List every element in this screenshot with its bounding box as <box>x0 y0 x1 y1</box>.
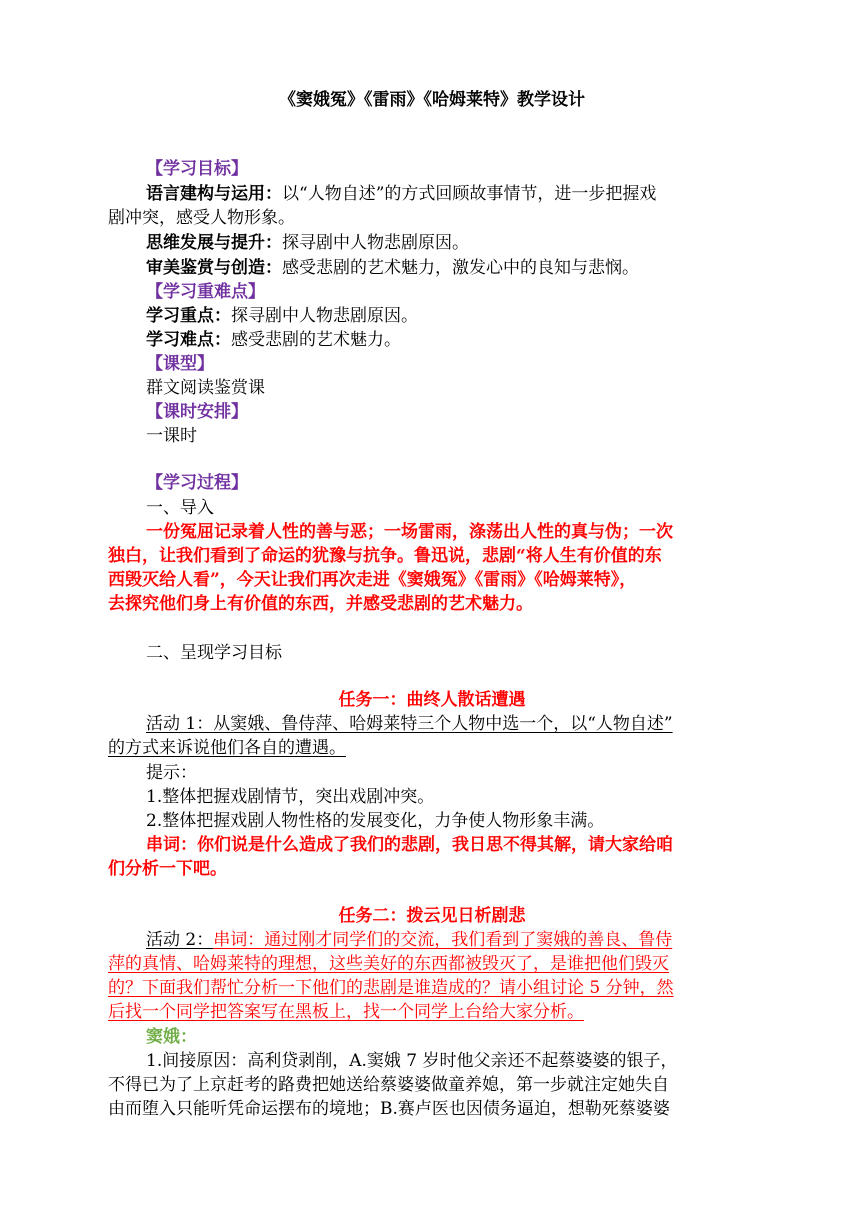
hint-item: 1.整体把握戏剧情节，突出戏剧冲突。 <box>146 787 435 807</box>
objectives-heading: 【学习目标】 <box>146 159 248 179</box>
objective-text-continued: 剧冲突，感受人物形象。 <box>108 208 295 228</box>
process-heading: 【学习过程】 <box>146 473 248 493</box>
task2-activity-text: 萍的真情、哈姆莱特的理想，这些美好的东西都被毁灭了，是谁把他们毁灭 <box>108 954 669 974</box>
task1-activity-line <box>108 712 756 736</box>
task2-activity-text: 后找一个同学把答案写在黑板上，找一个同学上台给大家分析。 <box>108 1002 584 1022</box>
task2-title: 任务二：拨云见日析剧悲 <box>338 906 526 926</box>
cause-paragraph-line: 1.间接原因：高利贷剥削，A.窦娥 7 岁时他父亲还不起蔡婆婆的银子， <box>146 1051 678 1071</box>
cause-paragraph-line: 不得已为了上京赶考的路费把她送给蔡婆婆做童养媳，第一步就注定她失自 <box>108 1075 669 1095</box>
intro-paragraph-line: 去探究他们身上有价值的东西，并感受悲剧的艺术魅力。 <box>108 594 533 614</box>
intro-paragraph-line: 一份冤屈记录着人性的善与恶；一场雷雨，涤荡出人性的真与伪；一次 <box>146 522 673 542</box>
intro-paragraph-line: 西毁灭给人看”，今天让我们再次走进《窦娥冤》《雷雨》《哈姆莱特》， <box>108 570 637 590</box>
objective-text: 感受悲剧的艺术魅力，激发心中的良知与悲悯。 <box>282 258 639 278</box>
task1-transition-line: 串词：你们说是什么造成了我们的悲剧，我日思不得其解，请大家给咱 <box>146 835 673 855</box>
objective-item-language <box>108 182 756 206</box>
task1-title: 任务一：曲终人散话遭遇 <box>338 690 526 710</box>
task2-activity-line <box>108 1000 756 1024</box>
intro-paragraph-line: 独白，让我们看到了命运的犹豫与抗争。鲁迅说，悲剧“将人生有价值的东 <box>108 546 662 566</box>
objective-label: 思维发展与提升： <box>146 233 282 253</box>
key-point-label: 学习难点： <box>146 330 231 350</box>
hint-item: 2.整体把握戏剧人物性格的发展变化，力争使人物形象丰满。 <box>146 811 605 831</box>
task1-transition-line: 们分析一下吧。 <box>108 859 227 879</box>
task2-activity-text: 串词：通过刚才同学们的交流，我们看到了窦娥的善良、鲁侍 <box>213 930 673 950</box>
key-point-difficulty <box>108 328 756 352</box>
objective-text: 探寻剧中人物悲剧原因。 <box>282 233 469 253</box>
schedule-text: 一课时 <box>146 426 197 446</box>
section-objectives-heading: 二、呈现学习目标 <box>146 643 282 663</box>
task1-activity-line <box>108 736 756 760</box>
objective-label: 审美鉴赏与创造： <box>146 258 282 278</box>
lesson-type-heading: 【课型】 <box>146 354 214 374</box>
lesson-type-text: 群文阅读鉴赏课 <box>146 378 265 398</box>
objective-text: 以“人物自述”的方式回顾故事情节，进一步把握戏 <box>282 184 657 204</box>
task1-activity-text: 的方式来诉说他们各自的遭遇。 <box>108 738 346 758</box>
task2-activity-line <box>108 976 756 1000</box>
task2-activity-line <box>108 952 756 976</box>
task2-activity-line <box>108 928 756 952</box>
task1-activity-text: 活动 1：从窦娥、鲁侍萍、哈姆莱特三个人物中选一个，以“人物自述” <box>146 714 673 734</box>
hint-label: 提示： <box>146 763 197 783</box>
cause-paragraph-line: 由而堕入只能听凭命运摆布的境地；B.赛卢医也因债务逼迫，想勒死蔡婆婆 <box>108 1099 670 1119</box>
document-title: 《窦娥冤》《雷雨》《哈姆莱特》教学设计 <box>279 90 585 110</box>
task2-activity-text: 的？下面我们帮忙分析一下他们的悲剧是谁造成的？请小组讨论 5 分钟，然 <box>108 978 674 998</box>
task2-activity-label: 活动 2： <box>146 930 214 950</box>
key-points-heading: 【学习重难点】 <box>146 282 265 302</box>
objective-item-aesthetic <box>108 256 756 280</box>
schedule-heading: 【课时安排】 <box>146 402 248 422</box>
key-point-focus <box>108 304 756 328</box>
character-label: 窦娥： <box>146 1027 197 1047</box>
section-intro-heading: 一、导入 <box>146 498 214 518</box>
key-point-text: 感受悲剧的艺术魅力。 <box>231 330 401 350</box>
objective-item-thinking <box>108 231 756 255</box>
key-point-text: 探寻剧中人物悲剧原因。 <box>231 306 418 326</box>
key-point-label: 学习重点： <box>146 306 231 326</box>
objective-label: 语言建构与运用： <box>146 184 282 204</box>
